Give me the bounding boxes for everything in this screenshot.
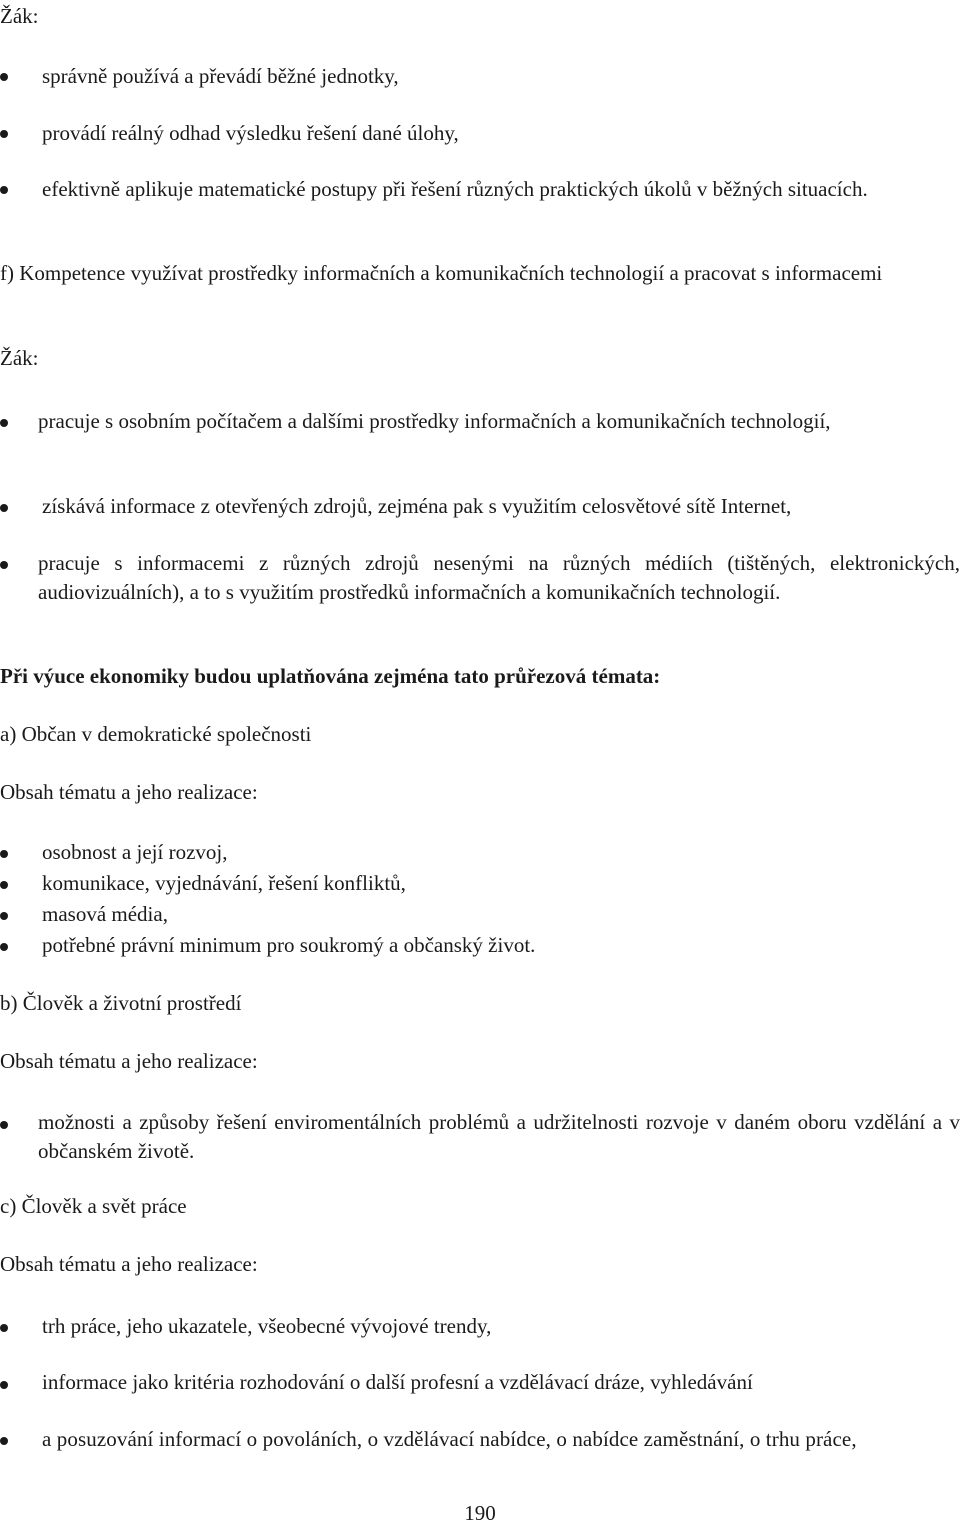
theme-b-title: b) Člověk a životní prostředí	[0, 991, 242, 1015]
list-item: pracuje s osobním počítačem a dalšími prostředky informačních a komunikačních technologií,	[38, 409, 831, 433]
theme-c-subheading: Obsah tématu a jeho realizace:	[0, 1252, 258, 1276]
bullet-icon	[0, 504, 8, 512]
competence-heading: f) Kompetence využívat prostředky informačních a komunikačních technologií a pracovat s informacemi	[0, 261, 883, 285]
bullet-icon	[0, 73, 8, 81]
list-item: správně používá a převádí běžné jednotky,	[42, 64, 399, 88]
student-heading: Žák:	[0, 346, 39, 370]
bullet-icon	[0, 130, 8, 138]
page-number: 190	[464, 1501, 496, 1525]
list-item: komunikace, vyjednávání, řešení konfliktů,	[42, 871, 406, 895]
theme-a-title: a) Občan v demokratické společnosti	[0, 722, 312, 746]
bullet-icon	[0, 1324, 8, 1332]
theme-a-subheading: Obsah tématu a jeho realizace:	[0, 780, 258, 804]
theme-b-subheading: Obsah tématu a jeho realizace:	[0, 1049, 258, 1073]
bullet-icon	[0, 1121, 8, 1129]
list-item: trh práce, jeho ukazatele, všeobecné vývojové trendy,	[42, 1314, 492, 1338]
theme-c-title: c) Člověk a svět práce	[0, 1194, 187, 1218]
bullet-icon	[0, 561, 8, 569]
bullet-icon	[0, 881, 8, 889]
list-item: provádí reálný odhad výsledku řešení dané úlohy,	[42, 121, 459, 145]
bullet-icon	[0, 943, 8, 951]
bullet-icon	[0, 912, 8, 920]
list-item: potřebné právní minimum pro soukromý a občanský život.	[42, 933, 536, 957]
bullet-icon	[0, 1381, 8, 1389]
list-item: efektivně aplikuje matematické postupy při řešení různých praktických úkolů v běžných situacích.	[42, 177, 868, 201]
list-item: masová média,	[42, 902, 168, 926]
student-heading: Žák:	[0, 4, 39, 28]
list-item: možnosti a způsoby řešení enviromentálních problémů a udržitelnosti rozvoje v daném oboru vzdělání a v občanském životě.	[38, 1110, 960, 1163]
bullet-icon	[0, 1437, 8, 1445]
bullet-icon	[0, 419, 8, 427]
list-item: pracuje s informacemi z různých zdrojů nesenými na různých médiích (tištěných, elektronických, audiovizuálních), a to s využitím prostředků informačních a komunikačních technologií.	[38, 551, 960, 604]
bullet-icon	[0, 850, 8, 858]
themes-heading: Při výuce ekonomiky budou uplatňována zejména tato průřezová témata:	[0, 664, 661, 688]
list-item: osobnost a její rozvoj,	[42, 840, 228, 864]
list-item: informace jako kritéria rozhodování o další profesní a vzdělávací dráze, vyhledávání	[42, 1370, 753, 1394]
list-item: získává informace z otevřených zdrojů, zejména pak s využitím celosvětové sítě Internet,	[42, 494, 792, 518]
list-item: a posuzování informací o povoláních, o vzdělávací nabídce, o nabídce zaměstnání, o trhu práce,	[42, 1427, 857, 1451]
